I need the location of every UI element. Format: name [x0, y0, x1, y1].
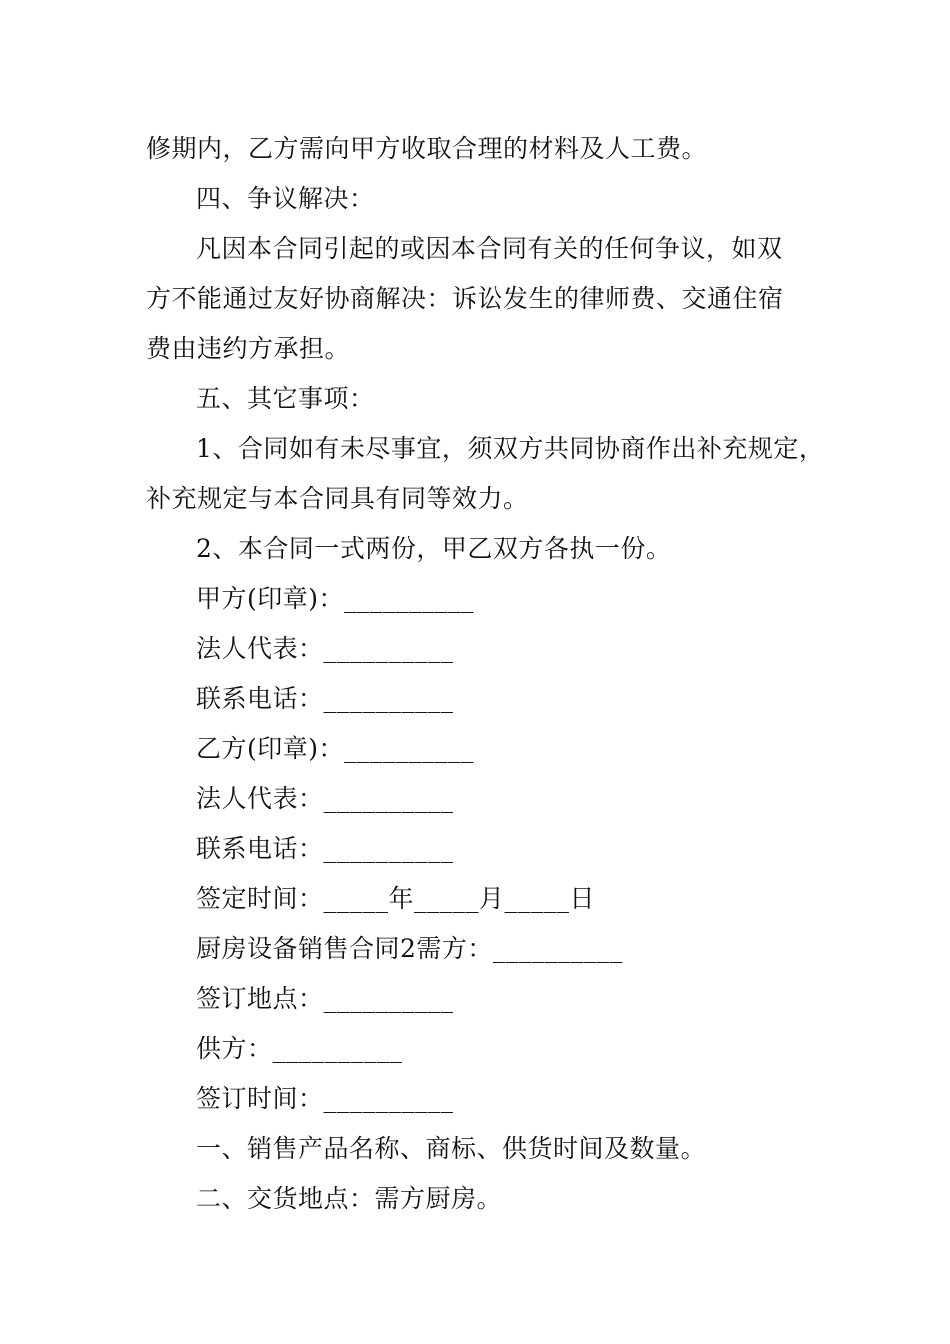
paragraph-line: 修期内，乙方需向甲方收取合理的材料及人工费。 [146, 134, 708, 163]
paragraph-line: 2、本合同一式两份，甲乙双方各执一份。 [196, 534, 672, 563]
party-a-phone-field: 联系电话：__________ [196, 684, 454, 713]
contract-2-buyer-field: 厨房设备销售合同2需方：__________ [196, 934, 623, 963]
paragraph-line: 凡因本合同引起的或因本合同有关的任何争议，如双 [196, 234, 783, 263]
signing-date-field: 签定时间：_____年_____月_____日 [196, 884, 596, 913]
signing-location-field: 签订地点：__________ [196, 984, 454, 1013]
supplier-field: 供方：__________ [196, 1034, 403, 1063]
party-b-legal-rep-field: 法人代表：__________ [196, 784, 454, 813]
party-b-phone-field: 联系电话：__________ [196, 834, 454, 863]
section-heading-other: 五、其它事项： [196, 384, 375, 413]
section-heading-delivery: 二、交货地点：需方厨房。 [196, 1184, 503, 1213]
paragraph-line: 补充规定与本合同具有同等效力。 [146, 484, 529, 513]
party-b-seal-field: 乙方(印章)：__________ [196, 734, 475, 763]
signing-time-field: 签订时间：__________ [196, 1084, 454, 1113]
section-heading-dispute: 四、争议解决： [196, 184, 375, 213]
party-a-legal-rep-field: 法人代表：__________ [196, 634, 454, 663]
paragraph-line: 方不能通过友好协商解决：诉讼发生的律师费、交通住宿 [146, 284, 784, 313]
paragraph-line: 费由违约方承担。 [146, 334, 351, 363]
paragraph-line: 1、合同如有未尽事宜，须双方共同协商作出补充规定， [196, 434, 825, 463]
section-heading-products: 一、销售产品名称、商标、供货时间及数量。 [196, 1134, 707, 1163]
party-a-seal-field: 甲方(印章)：__________ [196, 584, 475, 613]
